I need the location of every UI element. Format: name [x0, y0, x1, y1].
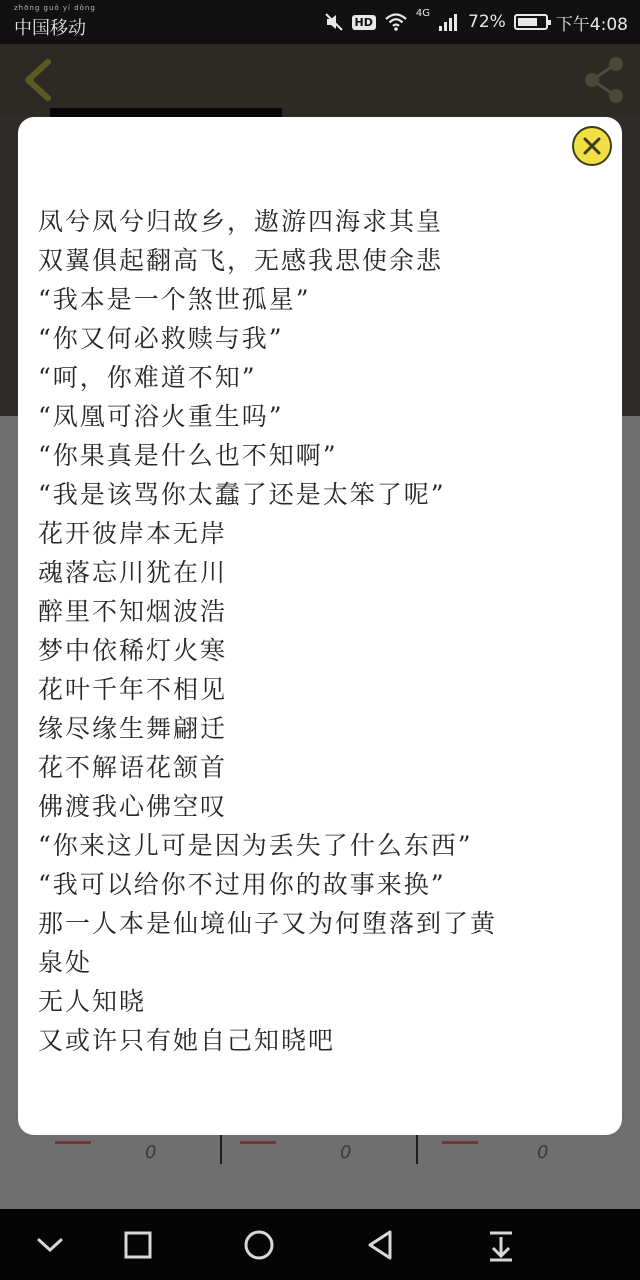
clock: 下午4:08: [555, 14, 628, 35]
close-button[interactable]: [572, 126, 612, 166]
divider: [416, 1130, 418, 1164]
navigation-bar: [0, 1209, 640, 1280]
poem-line: 那一人本是仙境仙子又为何堕落到了黄: [38, 909, 498, 938]
poem-line: “你来这儿可是因为丢失了什么东西”: [38, 831, 473, 860]
poem-line: 梦中依稀灯火寒: [38, 636, 228, 665]
poem-line: “你又何必救赎与我”: [38, 324, 284, 353]
carrier-name: [14, 4, 96, 40]
share-icon[interactable]: [580, 54, 628, 106]
poem-line: 花开彼岸本无岸: [38, 519, 228, 548]
chevron-left-icon[interactable]: [18, 56, 58, 104]
battery-icon: [514, 14, 548, 30]
app-header: [0, 44, 640, 116]
chevron-down-icon[interactable]: [31, 1226, 69, 1264]
status-bar: [0, 0, 640, 44]
poem-line: “凤凰可浴火重生吗”: [38, 402, 284, 431]
poem-line: 花不解语花颔首: [38, 753, 228, 782]
circle-icon[interactable]: [240, 1226, 278, 1264]
hd-badge: HD: [352, 15, 376, 30]
poem-line: 缘尽缘生舞翩迁: [38, 714, 228, 743]
close-icon: [583, 137, 601, 155]
divider: [220, 1130, 222, 1164]
poem-line: 醉里不知烟波浩: [38, 597, 228, 626]
poem-line: 泉处: [38, 948, 93, 977]
wifi-icon: [384, 12, 408, 32]
poem-line: 无人知晓: [38, 987, 147, 1016]
like-count: 0: [145, 1142, 157, 1163]
carrier-pinyin: zhōng guó yí dòng: [14, 4, 96, 12]
poem-line: 又或许只有她自己知晓吧: [38, 1026, 336, 1055]
poem-line: 佛渡我心佛空叹: [38, 792, 228, 821]
status-icons: [324, 8, 628, 36]
battery-percent: 72%: [468, 12, 506, 32]
carrier-label: 中国移动: [14, 18, 86, 39]
triangle-back-icon[interactable]: [361, 1226, 399, 1264]
poem-line: “你果真是什么也不知啊”: [38, 441, 338, 470]
poem-line: “我是该骂你太蠢了还是太笨了呢”: [38, 480, 446, 509]
download-icon[interactable]: [482, 1226, 520, 1264]
poem-text: [38, 197, 608, 1055]
square-icon[interactable]: [119, 1226, 157, 1264]
gift-count: 0: [537, 1142, 549, 1163]
signal-icon: [438, 12, 460, 32]
poem-line: “呵，你难道不知”: [38, 363, 257, 392]
network-type: 4G: [415, 8, 431, 19]
comment-count: 0: [340, 1142, 352, 1163]
stats-row: [0, 1130, 640, 1170]
poem-modal: [18, 117, 622, 1135]
poem-line: 双翼俱起翻高飞，无感我思使余悲: [38, 246, 444, 275]
poem-line: 花叶千年不相见: [38, 675, 228, 704]
poem-line: “我本是一个煞世孤星”: [38, 285, 311, 314]
mute-icon: [324, 12, 344, 32]
poem-line: 凤兮凤兮归故乡，遨游四海求其皇: [38, 207, 444, 236]
poem-line: 魂落忘川犹在川: [38, 558, 228, 587]
poem-line: “我可以给你不过用你的故事来换”: [38, 870, 446, 899]
